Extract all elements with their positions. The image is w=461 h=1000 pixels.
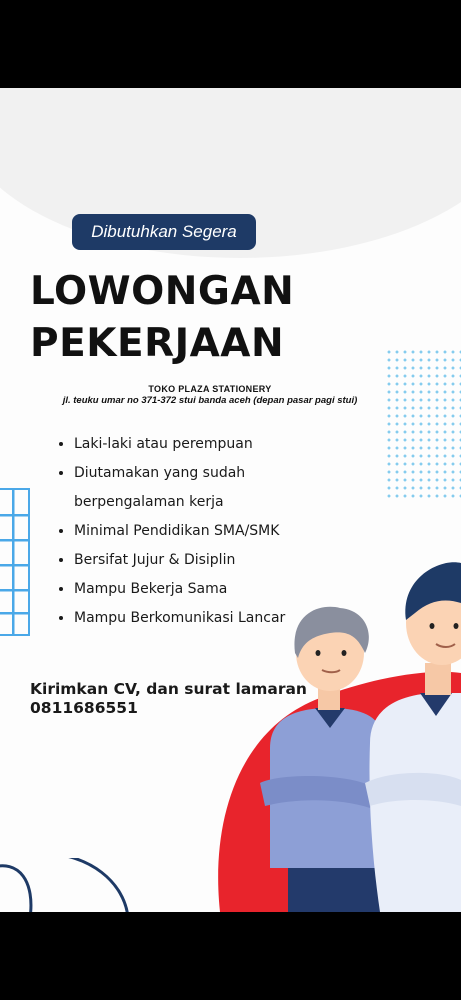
- requirement-item: • Mampu Berkomunikasi Lancar: [74, 604, 374, 633]
- urgent-badge: Dibutuhkan Segera: [72, 214, 256, 250]
- requirement-item: • Mampu Bekerja Sama: [74, 575, 374, 604]
- contact-instruction: Kirimkan CV, dan surat lamaran: [30, 680, 307, 698]
- arc-decoration: [0, 858, 140, 912]
- job-poster: [0, 88, 461, 912]
- requirement-item: • Minimal Pendidikan SMA/SMK: [74, 517, 374, 546]
- requirement-item-continuation: berpengalaman kerja: [74, 494, 224, 510]
- worker-right-figure: [365, 562, 461, 912]
- store-info: [0, 384, 420, 406]
- contact-phone: 0811686551: [30, 699, 138, 717]
- requirement-item: • Bersifat Jujur & Disiplin: [74, 546, 374, 575]
- store-address: jl. teuku umar no 371-372 stui banda aceh (depan pasar pagi stui): [62, 395, 358, 406]
- store-name: TOKO PLAZA STATIONERY: [148, 384, 272, 394]
- headline-line-1: LOWONGAN: [30, 269, 295, 314]
- poster-headline: [30, 266, 294, 370]
- headline-line-2: PEKERJAAN: [30, 321, 285, 366]
- worker-left-figure: [260, 607, 385, 912]
- two-workers-illustration: [200, 558, 461, 912]
- grid-decoration: [0, 488, 30, 636]
- requirement-item: • Diutamakan yang sudah: [74, 459, 374, 488]
- requirement-item: • Laki-laki atau perempuan: [74, 430, 374, 459]
- dot-pattern-decoration: [385, 348, 461, 498]
